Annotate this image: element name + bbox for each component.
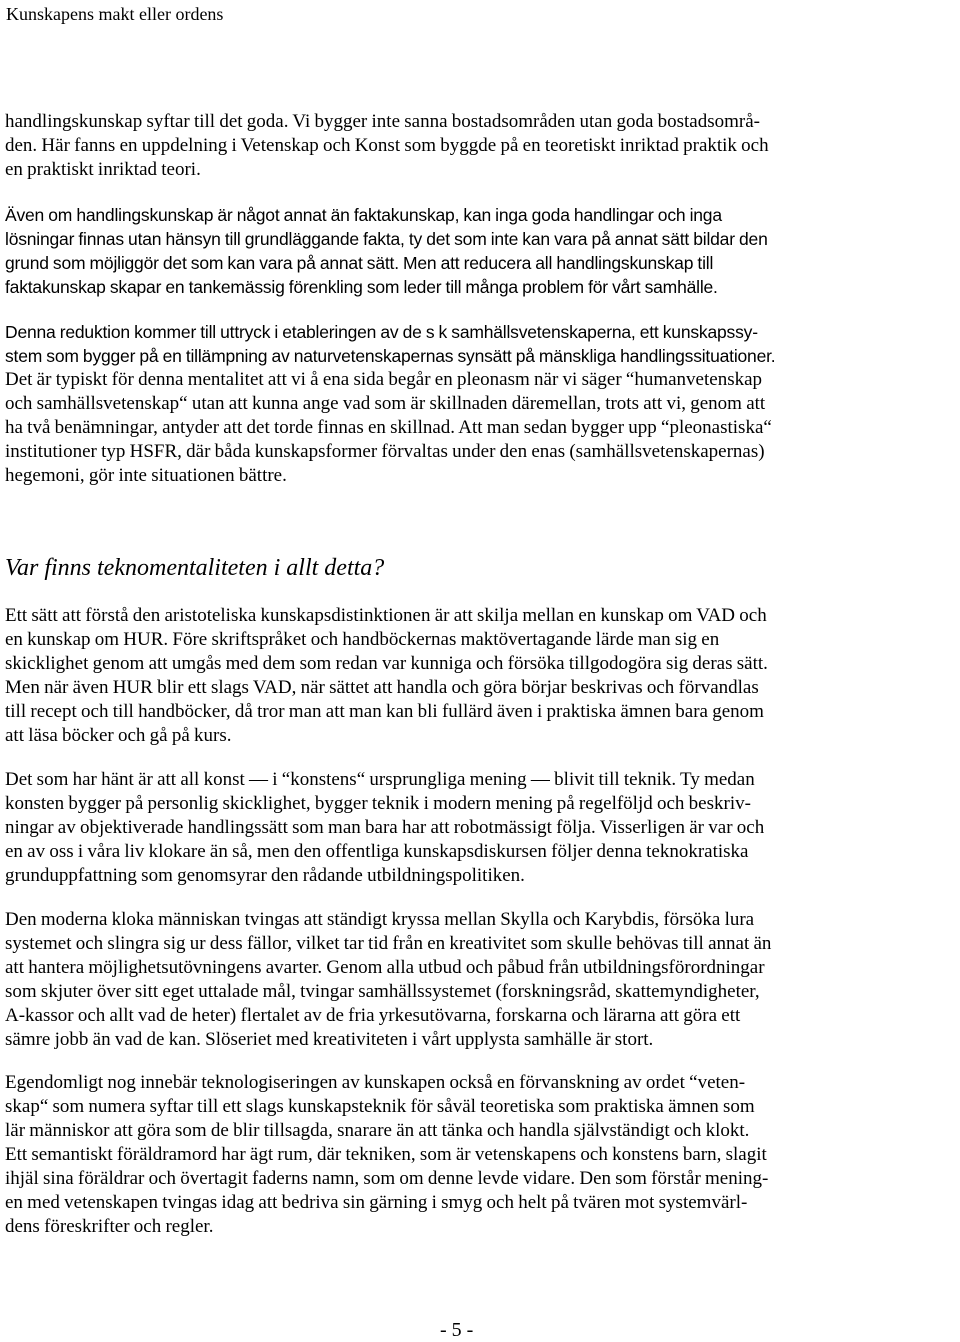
page-number: - 5 - xyxy=(440,1319,474,1341)
paragraph-7: Egendomligt nog innebär teknologiseringen av kunskapen också en förvanskning av ordet “veten- skap“ som numera syftar till ett slags kunskapsteknik för såväl teoretiska som praktiska ämnen som lär människor att göra som de blir tillsagda, snarare än att tänka och handla självständigt och klokt. Ett semantiskt föräldramord har ägt rum, där tekniken, som är vetenskapens och konstens barn, slagit ihjäl sina föräldrar och övertagit faderns namn, som om denne levde vidare. Den som förstår mening- en med vetenskapen tvingas idag att bedriva sin gärning i smyg och helt på tvären mot systemvärl- dens föreskrifter och regler. xyxy=(5,1072,769,1237)
paragraph-3-line: ha två benämningar, antyder att det torde finnas en skillnad. Att man sedan bygger upp “pleonastiska“ xyxy=(5,417,772,438)
paragraph-2: Även om handlingskunskap är något annat än faktakunskap, kan inga goda handlingar och inga lösningar finnas utan hänsyn till grundläggande fakta, ty det som inte kan vara på annat sätt bildar den grund som möjliggör det som kan vara på annat sätt. Men att reducera all handlingskunskap till faktakunskap skapar en tankemässig förenkling som leder till många problem för vårt samhälle. xyxy=(5,205,768,297)
paragraph-3 xyxy=(5,320,957,488)
paragraph-3-line: stem som bygger på en tillämpning av naturvetenskapernas synsätt på mänskliga handlingssituationer. xyxy=(5,346,776,366)
paragraph-6: Den moderna kloka människan tvingas att ständigt kryssa mellan Skylla och Karybdis, försöka lura systemet och slingra sig ur dess fällor, vilket tar tid från en kreativitet som skulle behövas till annat än att hantera möjlighetsutövningens avarter. Genom alla utbud och påbud från utbildningsförordningar som skjuter över sitt eget uttalade mål, tvingar samhällssystemet (forskningsråd, skattemyndigheter, A-kassor och allt vad de heter) flertalet av de fria yrkesutövarna, forskarna och lärarna att göra ett sämre jobb än vad de kan. Slöseriet med kreativiteten i vårt upplysta samhälle är stort. xyxy=(5,909,772,1050)
paragraph-3-line: hegemoni, gör inte situationen bättre. xyxy=(5,465,287,486)
paragraph-3-line: institutioner typ HSFR, där båda kunskapsformer förvaltas under den enas (samhällsvetenskapernas) xyxy=(5,441,765,462)
paragraph-3-line: Denna reduktion kommer till uttryck i etableringen av de s k samhällsvetenskaperna, ett kunskapssy- xyxy=(5,322,758,342)
paragraph-1: handlingskunskap syftar till det goda. Vi bygger inte sanna bostadsområden utan goda bostadsområ- den. Här fanns en uppdelning i Vetenskap och Konst som byggde på en teoretiskt inriktad praktik och en praktiskt inriktad teori. xyxy=(5,111,769,180)
paragraph-3-line: och samhällsvetenskap“ utan att kunna ange vad som är skillnaden däremellan, trots att vi, genom att xyxy=(5,393,766,414)
section-heading: Var finns teknomentaliteten i allt detta? xyxy=(5,555,385,581)
paragraph-5: Det som har hänt är att all konst — i “konstens“ ursprungliga mening — blivit till teknik. Ty medan konsten bygger på personlig skicklighet, bygger teknik i modern mening på regelföljd och beskriv- ningar av objektiverade handlingssätt som man bara har att robotmässigt följa. Visserligen är var och en av oss i våra liv klokare än så, men den offentliga kunskapsdiskursen följer denna teknokratiska grunduppfattning som genomsyrar den rådande utbildningspolitiken. xyxy=(5,769,765,886)
paragraph-4: Ett sätt att förstå den aristoteliska kunskapsdistinktionen är att skilja mellan en kunskap om VAD och en kunskap om HUR. Före skriftspråket och handböckernas maktövertagande lärde man sig en skicklighet genom att umgås med dem som redan var kunniga och försöka tillgodogöra sig deras sätt. Men när även HUR blir ett slags VAD, när sättet att handla och göra börjar beskrivas och förvandlas till recept och till handböcker, då tror man att man kan bli fullärd även i praktiska ämnen bara genom att läsa böcker och gå på kurs. xyxy=(5,605,768,746)
running-header: Kunskapens makt eller ordens xyxy=(6,4,224,24)
paragraph-3-line: Det är typiskt för denna mentalitet att vi å ena sida begår en pleonasm när vi säger “humanvetenskap xyxy=(5,369,763,390)
